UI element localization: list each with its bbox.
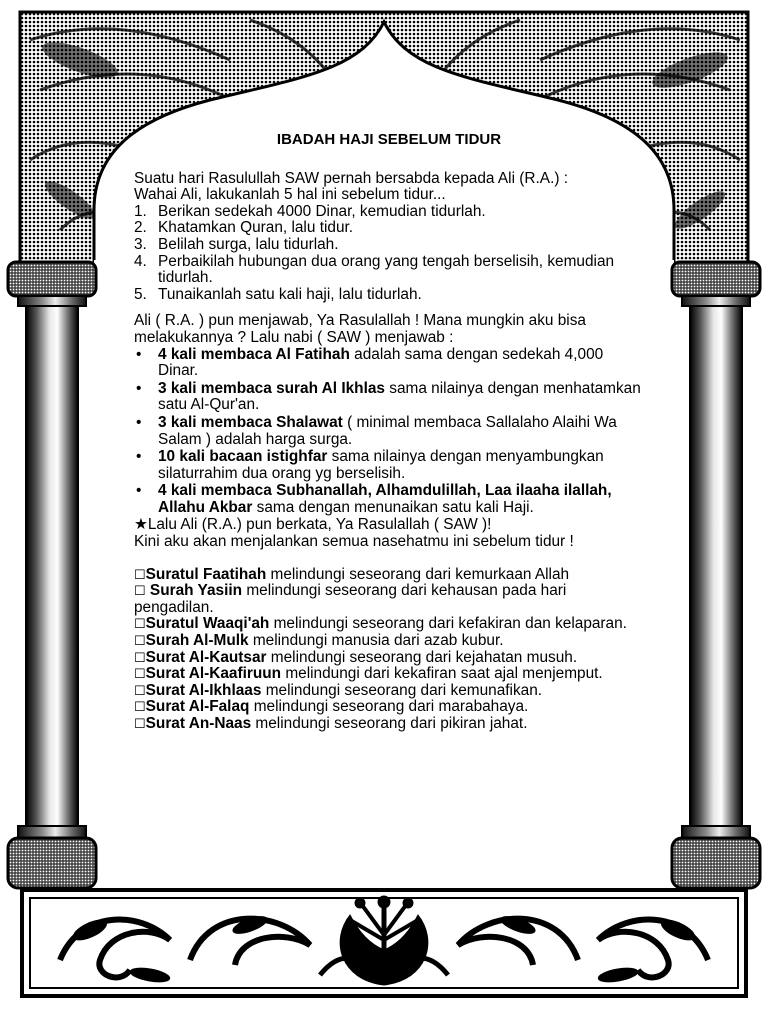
- bullet-icon: •: [136, 413, 142, 431]
- list-text: adalah sama dengan sedekah 4,000 Dinar.: [158, 345, 604, 380]
- list-text: Berikan sedekah 4000 Dinar, kemudian tidurlah.: [158, 202, 486, 220]
- list-text: Belilah surga, lalu tidurlah.: [158, 235, 339, 253]
- closing-line: [134, 517, 644, 534]
- list-item: [134, 666, 644, 683]
- list-item: [134, 483, 644, 516]
- bold-text: 4 kali membaca Al Fatihah: [158, 345, 350, 363]
- list-text: melindungi seseorang dari marabahaya.: [249, 698, 529, 716]
- star-icon: ★: [134, 516, 148, 534]
- checkbox-icon: ☐: [134, 566, 146, 582]
- ornamental-base: [22, 890, 746, 996]
- list-item: [134, 254, 644, 287]
- list-item: [134, 699, 644, 716]
- list-text: melindungi seseorang dari pikiran jahat.: [251, 715, 528, 732]
- list-item: [134, 683, 644, 700]
- list-text: sama nilainya dengan menyambungkan silaturrahim dua orang yg berselisih.: [158, 448, 604, 482]
- list-text: Tunaikanlah satu kali haji, lalu tidurlah.: [158, 285, 422, 303]
- intro-line: Wahai Ali, lakukanlah 5 hal ini sebelum tidur...: [134, 186, 446, 204]
- list-text: sama dengan menunaikan satu kali Haji.: [252, 498, 534, 516]
- bold-text: Suratul Waaqi'ah: [145, 615, 270, 633]
- list-item: [134, 381, 644, 414]
- list-number: 4.: [134, 252, 147, 270]
- checkbox-icon: ☐: [134, 699, 146, 715]
- list-text: sama nilainya dengan menhatamkan satu Al-Qur'an.: [158, 379, 641, 414]
- list-item: [134, 633, 644, 650]
- checkbox-icon: ☐: [134, 649, 146, 665]
- bold-text: Surah Yasiin: [145, 582, 243, 600]
- list-item: [134, 204, 644, 221]
- list-text: melindungi seseorang dari kejahatan musuh.: [266, 648, 578, 666]
- list-item: [134, 583, 644, 616]
- checkbox-icon: ☐: [134, 583, 146, 599]
- bullet-list: [134, 347, 644, 517]
- list-text: Perbaikilah hubungan dua orang yang tengah berselisih, kemudian tidurlah.: [158, 252, 615, 287]
- checkbox-icon: ☐: [134, 666, 146, 682]
- list-text: melindungi seseorang dari kehausan pada hari pengadilan.: [134, 582, 567, 616]
- list-text: melindungi manusia dari azab kubur.: [248, 632, 504, 650]
- checkbox-icon: ☐: [134, 716, 146, 731]
- list-item: [134, 287, 644, 304]
- checkbox-icon: ☐: [134, 633, 146, 649]
- bold-text: 10 kali bacaan istighfar: [158, 448, 328, 466]
- closing-line: Kini aku akan menjalankan semua nasehatmu ini sebelum tidur !: [134, 533, 574, 551]
- list-number: 1.: [134, 202, 147, 220]
- list-item: [134, 415, 644, 448]
- answer-intro: Ali ( R.A. ) pun menjawab, Ya Rasulallah ! Mana mungkin aku bisa melakukannya ? Lalu nabi ( SAW ) menjawab :: [134, 312, 586, 346]
- bold-text: Surat Al-Ikhlaas: [145, 681, 262, 699]
- numbered-list: [134, 204, 644, 304]
- bullet-icon: •: [136, 379, 142, 397]
- list-item: [134, 220, 644, 237]
- checkbox-icon: ☐: [134, 616, 146, 632]
- list-text: melindungi dari kekafiran saat ajal menjemput.: [281, 665, 603, 683]
- article: [134, 132, 644, 733]
- list-text: melindungi seseorang dari kemurkaan Allah: [266, 565, 570, 583]
- list-number: 2.: [134, 219, 147, 237]
- list-text: Khatamkan Quran, lalu tidur.: [158, 219, 354, 237]
- bold-text: Surat An-Naas: [145, 715, 252, 732]
- checkbox-icon: ☐: [134, 682, 146, 698]
- list-item: [134, 347, 644, 380]
- bold-text: Surat Al-Kaafiruun: [145, 665, 282, 683]
- list-item: [134, 449, 644, 482]
- list-text: melindungi seseorang dari kefakiran dan kelaparan.: [269, 615, 627, 633]
- list-text: ( minimal membaca Sallalaho Alaihi Wa Salam ) adalah harga surga.: [158, 413, 617, 448]
- list-item: [134, 567, 644, 584]
- bold-text: Surat Al-Kautsar: [145, 648, 267, 666]
- list-item: [134, 716, 644, 733]
- page-title: IBADAH HAJI SEBELUM TIDUR: [276, 131, 502, 148]
- right-column: [672, 262, 760, 888]
- list-item: [134, 650, 644, 667]
- bullet-icon: •: [136, 448, 142, 466]
- bold-text: Suratul Faatihah: [145, 565, 267, 583]
- bold-text: 3 kali membaca surah Al Ikhlas: [158, 379, 385, 397]
- bold-text: Surah Al-Mulk: [145, 632, 249, 650]
- list-number: 3.: [134, 235, 147, 253]
- bullet-icon: •: [136, 482, 142, 500]
- bold-text: 3 kali membaca Shalawat: [158, 413, 343, 431]
- bullet-icon: •: [136, 345, 142, 363]
- bold-text: Surat Al-Falaq: [145, 698, 250, 716]
- list-text: melindungi seseorang dari kemunafikan.: [261, 681, 543, 699]
- list-item: [134, 616, 644, 633]
- list-item: [134, 237, 644, 254]
- bold-text: 4 kali membaca Subhanallah, Alhamdulillah, Laa ilaaha ilallah, Allahu Akbar: [158, 482, 612, 516]
- left-column: [8, 262, 96, 888]
- closing-text: Lalu Ali (R.A.) pun berkata, Ya Rasulallah ( SAW )!: [147, 516, 492, 534]
- surah-list: [134, 567, 644, 733]
- intro-line: Suatu hari Rasulullah SAW pernah bersabda kepada Ali (R.A.) :: [134, 169, 569, 187]
- list-number: 5.: [134, 285, 147, 303]
